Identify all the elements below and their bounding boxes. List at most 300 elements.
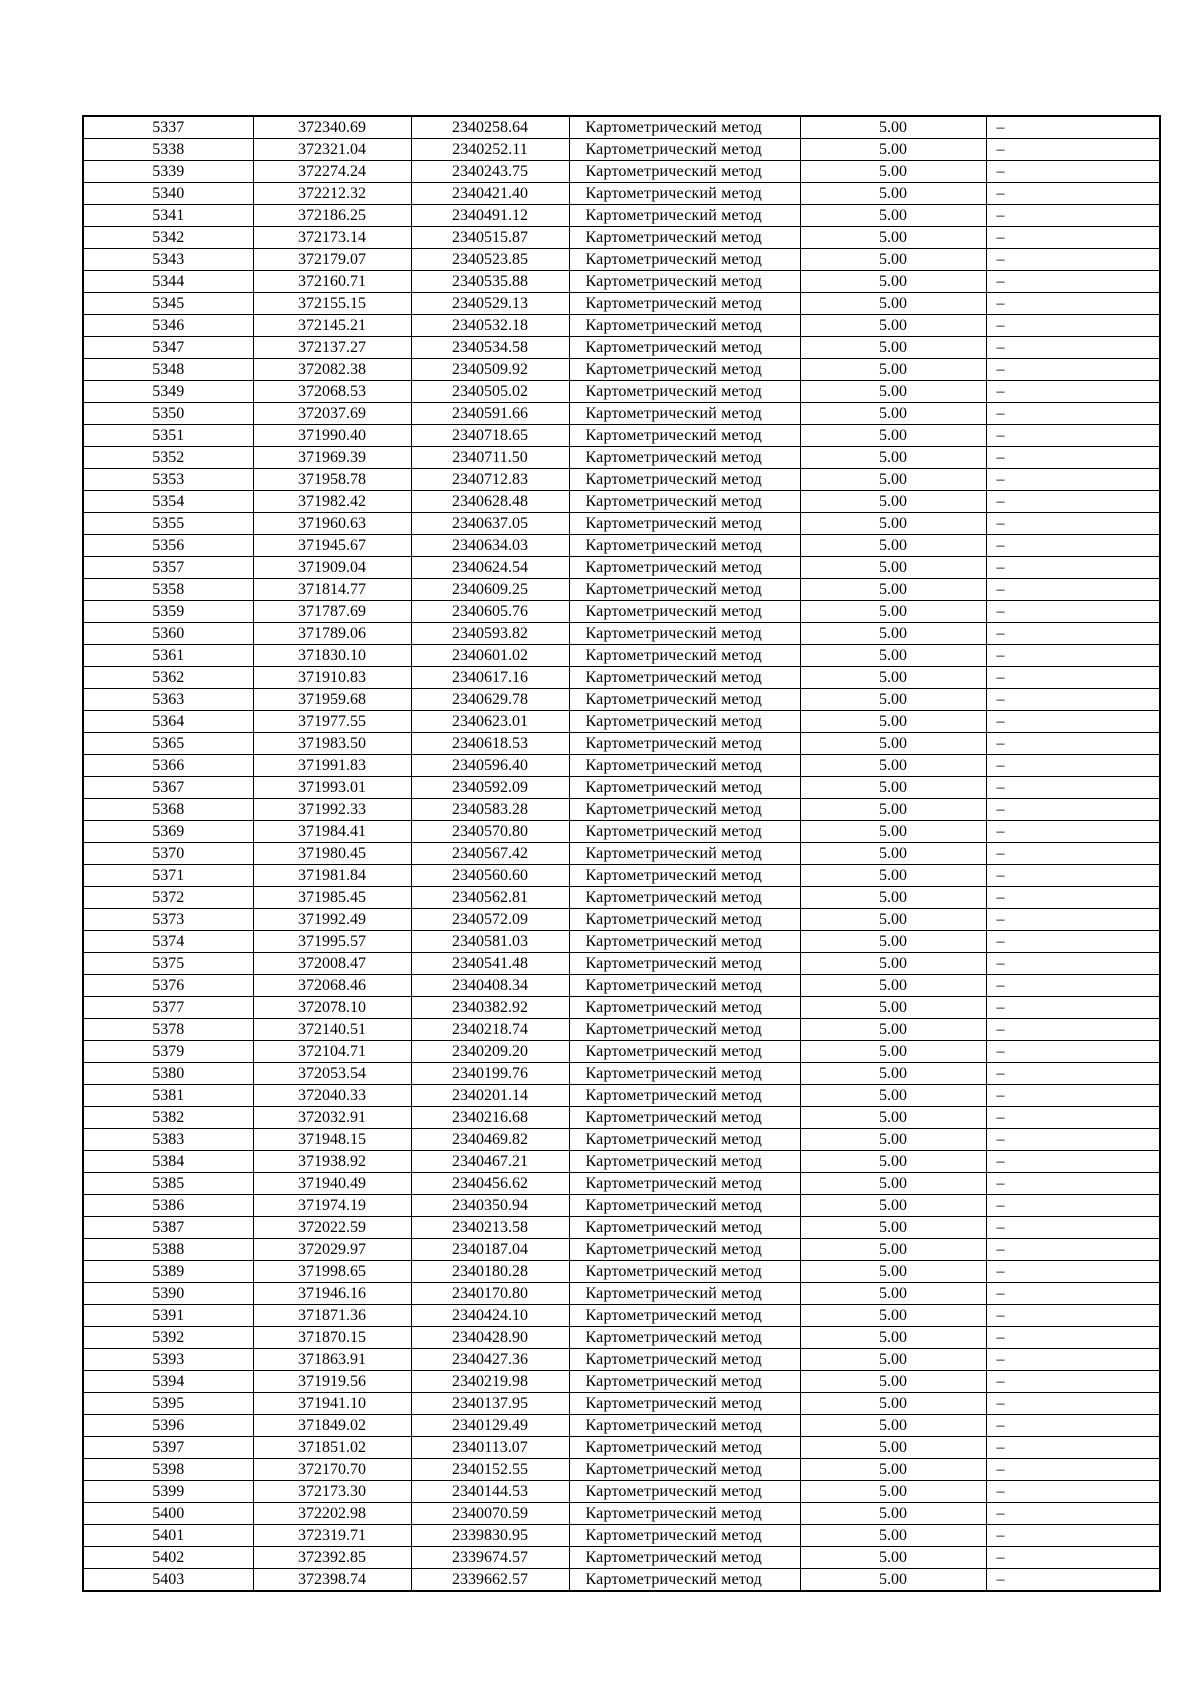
y-coordinate-cell: 2340609.25 (411, 579, 569, 601)
method-cell: Картометрический метод (569, 1195, 800, 1217)
method-cell: Картометрический метод (569, 293, 800, 315)
y-coordinate-cell: 2340529.13 (411, 293, 569, 315)
y-coordinate-cell: 2340515.87 (411, 227, 569, 249)
point-number-cell: 5341 (83, 205, 253, 227)
x-coordinate-cell: 372104.71 (253, 1041, 411, 1063)
point-number-cell: 5373 (83, 909, 253, 931)
x-coordinate-cell: 371995.57 (253, 931, 411, 953)
x-coordinate-cell: 371960.63 (253, 513, 411, 535)
y-coordinate-cell: 2340535.88 (411, 271, 569, 293)
method-cell: Картометрический метод (569, 337, 800, 359)
y-coordinate-cell: 2340213.58 (411, 1217, 569, 1239)
accuracy-cell: 5.00 (800, 1481, 986, 1503)
y-coordinate-cell: 2340592.09 (411, 777, 569, 799)
note-cell: – (986, 623, 1160, 645)
table-row (83, 1085, 1160, 1107)
method-cell: Картометрический метод (569, 1239, 800, 1261)
y-coordinate-cell: 2340560.60 (411, 865, 569, 887)
table-row (83, 249, 1160, 271)
method-cell: Картометрический метод (569, 1019, 800, 1041)
point-number-cell: 5353 (83, 469, 253, 491)
accuracy-cell: 5.00 (800, 183, 986, 205)
note-cell: – (986, 249, 1160, 271)
point-number-cell: 5399 (83, 1481, 253, 1503)
accuracy-cell: 5.00 (800, 359, 986, 381)
y-coordinate-cell: 2340628.48 (411, 491, 569, 513)
accuracy-cell: 5.00 (800, 1261, 986, 1283)
method-cell: Картометрический метод (569, 1283, 800, 1305)
note-cell: – (986, 271, 1160, 293)
note-cell: – (986, 1349, 1160, 1371)
note-cell: – (986, 1129, 1160, 1151)
method-cell: Картометрический метод (569, 1459, 800, 1481)
y-coordinate-cell: 2340408.34 (411, 975, 569, 997)
y-coordinate-cell: 2340201.14 (411, 1085, 569, 1107)
method-cell: Картометрический метод (569, 931, 800, 953)
accuracy-cell: 5.00 (800, 667, 986, 689)
point-number-cell: 5354 (83, 491, 253, 513)
method-cell: Картометрический метод (569, 315, 800, 337)
accuracy-cell: 5.00 (800, 535, 986, 557)
table-row (83, 557, 1160, 579)
method-cell: Картометрический метод (569, 711, 800, 733)
x-coordinate-cell: 371940.49 (253, 1173, 411, 1195)
point-number-cell: 5396 (83, 1415, 253, 1437)
y-coordinate-cell: 2340113.07 (411, 1437, 569, 1459)
point-number-cell: 5339 (83, 161, 253, 183)
method-cell: Картометрический метод (569, 1217, 800, 1239)
method-cell: Картометрический метод (569, 667, 800, 689)
method-cell: Картометрический метод (569, 997, 800, 1019)
point-number-cell: 5388 (83, 1239, 253, 1261)
note-cell: – (986, 381, 1160, 403)
method-cell: Картометрический метод (569, 733, 800, 755)
x-coordinate-cell: 372029.97 (253, 1239, 411, 1261)
table-row (83, 931, 1160, 953)
x-coordinate-cell: 372321.04 (253, 139, 411, 161)
y-coordinate-cell: 2340523.85 (411, 249, 569, 271)
x-coordinate-cell: 372340.69 (253, 116, 411, 139)
table-row (83, 1525, 1160, 1547)
x-coordinate-cell: 371941.10 (253, 1393, 411, 1415)
accuracy-cell: 5.00 (800, 975, 986, 997)
note-cell: – (986, 843, 1160, 865)
table-row (83, 1569, 1160, 1592)
accuracy-cell: 5.00 (800, 755, 986, 777)
note-cell: – (986, 1525, 1160, 1547)
note-cell: – (986, 1041, 1160, 1063)
point-number-cell: 5346 (83, 315, 253, 337)
note-cell: – (986, 116, 1160, 139)
accuracy-cell: 5.00 (800, 689, 986, 711)
x-coordinate-cell: 371985.45 (253, 887, 411, 909)
note-cell: – (986, 865, 1160, 887)
x-coordinate-cell: 371789.06 (253, 623, 411, 645)
accuracy-cell: 5.00 (800, 315, 986, 337)
x-coordinate-cell: 372319.71 (253, 1525, 411, 1547)
table-row (83, 843, 1160, 865)
accuracy-cell: 5.00 (800, 381, 986, 403)
note-cell: – (986, 447, 1160, 469)
y-coordinate-cell: 2340634.03 (411, 535, 569, 557)
note-cell: – (986, 1283, 1160, 1305)
method-cell: Картометрический метод (569, 1327, 800, 1349)
point-number-cell: 5389 (83, 1261, 253, 1283)
note-cell: – (986, 161, 1160, 183)
coordinates-table-body (83, 116, 1160, 1591)
note-cell: – (986, 535, 1160, 557)
x-coordinate-cell: 371948.15 (253, 1129, 411, 1151)
table-row (83, 1041, 1160, 1063)
x-coordinate-cell: 371863.91 (253, 1349, 411, 1371)
x-coordinate-cell: 372398.74 (253, 1569, 411, 1592)
accuracy-cell: 5.00 (800, 799, 986, 821)
x-coordinate-cell: 371981.84 (253, 865, 411, 887)
note-cell: – (986, 183, 1160, 205)
table-row (83, 469, 1160, 491)
y-coordinate-cell: 2340618.53 (411, 733, 569, 755)
point-number-cell: 5360 (83, 623, 253, 645)
accuracy-cell: 5.00 (800, 1041, 986, 1063)
y-coordinate-cell: 2339674.57 (411, 1547, 569, 1569)
table-row (83, 777, 1160, 799)
point-number-cell: 5343 (83, 249, 253, 271)
y-coordinate-cell: 2340187.04 (411, 1239, 569, 1261)
method-cell: Картометрический метод (569, 975, 800, 997)
table-row (83, 755, 1160, 777)
note-cell: – (986, 645, 1160, 667)
table-row (83, 623, 1160, 645)
point-number-cell: 5395 (83, 1393, 253, 1415)
accuracy-cell: 5.00 (800, 271, 986, 293)
point-number-cell: 5345 (83, 293, 253, 315)
point-number-cell: 5394 (83, 1371, 253, 1393)
method-cell: Картометрический метод (569, 1151, 800, 1173)
point-number-cell: 5384 (83, 1151, 253, 1173)
x-coordinate-cell: 371958.78 (253, 469, 411, 491)
note-cell: – (986, 1371, 1160, 1393)
y-coordinate-cell: 2340428.90 (411, 1327, 569, 1349)
x-coordinate-cell: 372155.15 (253, 293, 411, 315)
note-cell: – (986, 601, 1160, 623)
accuracy-cell: 5.00 (800, 161, 986, 183)
accuracy-cell: 5.00 (800, 1305, 986, 1327)
method-cell: Картометрический метод (569, 1437, 800, 1459)
point-number-cell: 5352 (83, 447, 253, 469)
y-coordinate-cell: 2340199.76 (411, 1063, 569, 1085)
accuracy-cell: 5.00 (800, 249, 986, 271)
point-number-cell: 5362 (83, 667, 253, 689)
point-number-cell: 5400 (83, 1503, 253, 1525)
table-row (83, 116, 1160, 139)
accuracy-cell: 5.00 (800, 557, 986, 579)
x-coordinate-cell: 372140.51 (253, 1019, 411, 1041)
point-number-cell: 5355 (83, 513, 253, 535)
accuracy-cell: 5.00 (800, 1503, 986, 1525)
table-row (83, 1063, 1160, 1085)
x-coordinate-cell: 372173.30 (253, 1481, 411, 1503)
note-cell: – (986, 205, 1160, 227)
x-coordinate-cell: 371946.16 (253, 1283, 411, 1305)
y-coordinate-cell: 2340605.76 (411, 601, 569, 623)
method-cell: Картометрический метод (569, 469, 800, 491)
y-coordinate-cell: 2340591.66 (411, 403, 569, 425)
accuracy-cell: 5.00 (800, 1349, 986, 1371)
accuracy-cell: 5.00 (800, 403, 986, 425)
note-cell: – (986, 1261, 1160, 1283)
accuracy-cell: 5.00 (800, 579, 986, 601)
method-cell: Картометрический метод (569, 821, 800, 843)
point-number-cell: 5361 (83, 645, 253, 667)
table-row (83, 1371, 1160, 1393)
x-coordinate-cell: 371959.68 (253, 689, 411, 711)
point-number-cell: 5385 (83, 1173, 253, 1195)
table-row (83, 1261, 1160, 1283)
note-cell: – (986, 1217, 1160, 1239)
method-cell: Картометрический метод (569, 447, 800, 469)
point-number-cell: 5378 (83, 1019, 253, 1041)
x-coordinate-cell: 372212.32 (253, 183, 411, 205)
note-cell: – (986, 1327, 1160, 1349)
method-cell: Картометрический метод (569, 777, 800, 799)
accuracy-cell: 5.00 (800, 843, 986, 865)
method-cell: Картометрический метод (569, 843, 800, 865)
point-number-cell: 5351 (83, 425, 253, 447)
y-coordinate-cell: 2340152.55 (411, 1459, 569, 1481)
coordinates-table (82, 115, 1161, 1592)
accuracy-cell: 5.00 (800, 1129, 986, 1151)
x-coordinate-cell: 371980.45 (253, 843, 411, 865)
accuracy-cell: 5.00 (800, 205, 986, 227)
x-coordinate-cell: 371870.15 (253, 1327, 411, 1349)
point-number-cell: 5383 (83, 1129, 253, 1151)
x-coordinate-cell: 372037.69 (253, 403, 411, 425)
point-number-cell: 5338 (83, 139, 253, 161)
accuracy-cell: 5.00 (800, 1107, 986, 1129)
table-row (83, 1393, 1160, 1415)
point-number-cell: 5382 (83, 1107, 253, 1129)
note-cell: – (986, 1107, 1160, 1129)
note-cell: – (986, 337, 1160, 359)
note-cell: – (986, 1305, 1160, 1327)
x-coordinate-cell: 371991.83 (253, 755, 411, 777)
point-number-cell: 5363 (83, 689, 253, 711)
table-row (83, 491, 1160, 513)
accuracy-cell: 5.00 (800, 887, 986, 909)
table-row (83, 403, 1160, 425)
table-row (83, 1481, 1160, 1503)
y-coordinate-cell: 2340570.80 (411, 821, 569, 843)
note-cell: – (986, 425, 1160, 447)
point-number-cell: 5344 (83, 271, 253, 293)
x-coordinate-cell: 372053.54 (253, 1063, 411, 1085)
accuracy-cell: 5.00 (800, 1019, 986, 1041)
method-cell: Картометрический метод (569, 1041, 800, 1063)
note-cell: – (986, 1437, 1160, 1459)
y-coordinate-cell: 2340252.11 (411, 139, 569, 161)
x-coordinate-cell: 371983.50 (253, 733, 411, 755)
note-cell: – (986, 733, 1160, 755)
note-cell: – (986, 491, 1160, 513)
method-cell: Картометрический метод (569, 205, 800, 227)
method-cell: Картометрический метод (569, 755, 800, 777)
x-coordinate-cell: 372137.27 (253, 337, 411, 359)
point-number-cell: 5347 (83, 337, 253, 359)
point-number-cell: 5369 (83, 821, 253, 843)
point-number-cell: 5368 (83, 799, 253, 821)
table-row (83, 645, 1160, 667)
note-cell: – (986, 997, 1160, 1019)
y-coordinate-cell: 2340219.98 (411, 1371, 569, 1393)
x-coordinate-cell: 371910.83 (253, 667, 411, 689)
y-coordinate-cell: 2340218.74 (411, 1019, 569, 1041)
x-coordinate-cell: 371977.55 (253, 711, 411, 733)
accuracy-cell: 5.00 (800, 1437, 986, 1459)
x-coordinate-cell: 371849.02 (253, 1415, 411, 1437)
accuracy-cell: 5.00 (800, 1195, 986, 1217)
table-row (83, 579, 1160, 601)
point-number-cell: 5374 (83, 931, 253, 953)
method-cell: Картометрический метод (569, 1525, 800, 1547)
x-coordinate-cell: 371814.77 (253, 579, 411, 601)
method-cell: Картометрический метод (569, 1129, 800, 1151)
note-cell: – (986, 1393, 1160, 1415)
point-number-cell: 5380 (83, 1063, 253, 1085)
method-cell: Картометрический метод (569, 623, 800, 645)
point-number-cell: 5365 (83, 733, 253, 755)
table-row (83, 1217, 1160, 1239)
table-row (83, 1415, 1160, 1437)
table-row (83, 821, 1160, 843)
point-number-cell: 5366 (83, 755, 253, 777)
table-row (83, 139, 1160, 161)
accuracy-cell: 5.00 (800, 623, 986, 645)
point-number-cell: 5386 (83, 1195, 253, 1217)
x-coordinate-cell: 371909.04 (253, 557, 411, 579)
method-cell: Картометрический метод (569, 557, 800, 579)
point-number-cell: 5371 (83, 865, 253, 887)
accuracy-cell: 5.00 (800, 1239, 986, 1261)
accuracy-cell: 5.00 (800, 1327, 986, 1349)
x-coordinate-cell: 372022.59 (253, 1217, 411, 1239)
y-coordinate-cell: 2340509.92 (411, 359, 569, 381)
x-coordinate-cell: 372186.25 (253, 205, 411, 227)
x-coordinate-cell: 371993.01 (253, 777, 411, 799)
note-cell: – (986, 975, 1160, 997)
accuracy-cell: 5.00 (800, 931, 986, 953)
y-coordinate-cell: 2340421.40 (411, 183, 569, 205)
x-coordinate-cell: 372173.14 (253, 227, 411, 249)
note-cell: – (986, 755, 1160, 777)
table-row (83, 689, 1160, 711)
table-row (83, 667, 1160, 689)
point-number-cell: 5359 (83, 601, 253, 623)
accuracy-cell: 5.00 (800, 1173, 986, 1195)
x-coordinate-cell: 371984.41 (253, 821, 411, 843)
point-number-cell: 5372 (83, 887, 253, 909)
method-cell: Картометрический метод (569, 579, 800, 601)
method-cell: Картометрический метод (569, 161, 800, 183)
method-cell: Картометрический метод (569, 645, 800, 667)
note-cell: – (986, 777, 1160, 799)
table-row (83, 1503, 1160, 1525)
y-coordinate-cell: 2340567.42 (411, 843, 569, 865)
note-cell: – (986, 315, 1160, 337)
y-coordinate-cell: 2340382.92 (411, 997, 569, 1019)
note-cell: – (986, 1195, 1160, 1217)
table-row (83, 1173, 1160, 1195)
point-number-cell: 5403 (83, 1569, 253, 1592)
method-cell: Картометрический метод (569, 1371, 800, 1393)
accuracy-cell: 5.00 (800, 469, 986, 491)
y-coordinate-cell: 2340129.49 (411, 1415, 569, 1437)
point-number-cell: 5357 (83, 557, 253, 579)
note-cell: – (986, 887, 1160, 909)
x-coordinate-cell: 372082.38 (253, 359, 411, 381)
x-coordinate-cell: 371919.56 (253, 1371, 411, 1393)
method-cell: Картометрический метод (569, 403, 800, 425)
x-coordinate-cell: 372392.85 (253, 1547, 411, 1569)
note-cell: – (986, 799, 1160, 821)
note-cell: – (986, 469, 1160, 491)
accuracy-cell: 5.00 (800, 1547, 986, 1569)
y-coordinate-cell: 2340505.02 (411, 381, 569, 403)
method-cell: Картометрический метод (569, 1481, 800, 1503)
table-row (83, 997, 1160, 1019)
y-coordinate-cell: 2340637.05 (411, 513, 569, 535)
y-coordinate-cell: 2340456.62 (411, 1173, 569, 1195)
note-cell: – (986, 557, 1160, 579)
table-row (83, 271, 1160, 293)
table-row (83, 909, 1160, 931)
method-cell: Картометрический метод (569, 799, 800, 821)
table-row (83, 227, 1160, 249)
y-coordinate-cell: 2340583.28 (411, 799, 569, 821)
accuracy-cell: 5.00 (800, 645, 986, 667)
y-coordinate-cell: 2340562.81 (411, 887, 569, 909)
method-cell: Картометрический метод (569, 1173, 800, 1195)
method-cell: Картометрический метод (569, 425, 800, 447)
method-cell: Картометрический метод (569, 491, 800, 513)
method-cell: Картометрический метод (569, 1503, 800, 1525)
method-cell: Картометрический метод (569, 116, 800, 139)
note-cell: – (986, 909, 1160, 931)
note-cell: – (986, 1503, 1160, 1525)
y-coordinate-cell: 2339662.57 (411, 1569, 569, 1592)
table-row (83, 887, 1160, 909)
x-coordinate-cell: 372068.53 (253, 381, 411, 403)
table-row (83, 293, 1160, 315)
table-row (83, 1151, 1160, 1173)
x-coordinate-cell: 372145.21 (253, 315, 411, 337)
note-cell: – (986, 293, 1160, 315)
table-row (83, 535, 1160, 557)
note-cell: – (986, 1569, 1160, 1592)
point-number-cell: 5348 (83, 359, 253, 381)
y-coordinate-cell: 2340144.53 (411, 1481, 569, 1503)
table-row (83, 711, 1160, 733)
table-row (83, 381, 1160, 403)
accuracy-cell: 5.00 (800, 1217, 986, 1239)
y-coordinate-cell: 2339830.95 (411, 1525, 569, 1547)
accuracy-cell: 5.00 (800, 1085, 986, 1107)
y-coordinate-cell: 2340624.54 (411, 557, 569, 579)
y-coordinate-cell: 2340541.48 (411, 953, 569, 975)
note-cell: – (986, 689, 1160, 711)
point-number-cell: 5393 (83, 1349, 253, 1371)
table-row (83, 1349, 1160, 1371)
note-cell: – (986, 1239, 1160, 1261)
